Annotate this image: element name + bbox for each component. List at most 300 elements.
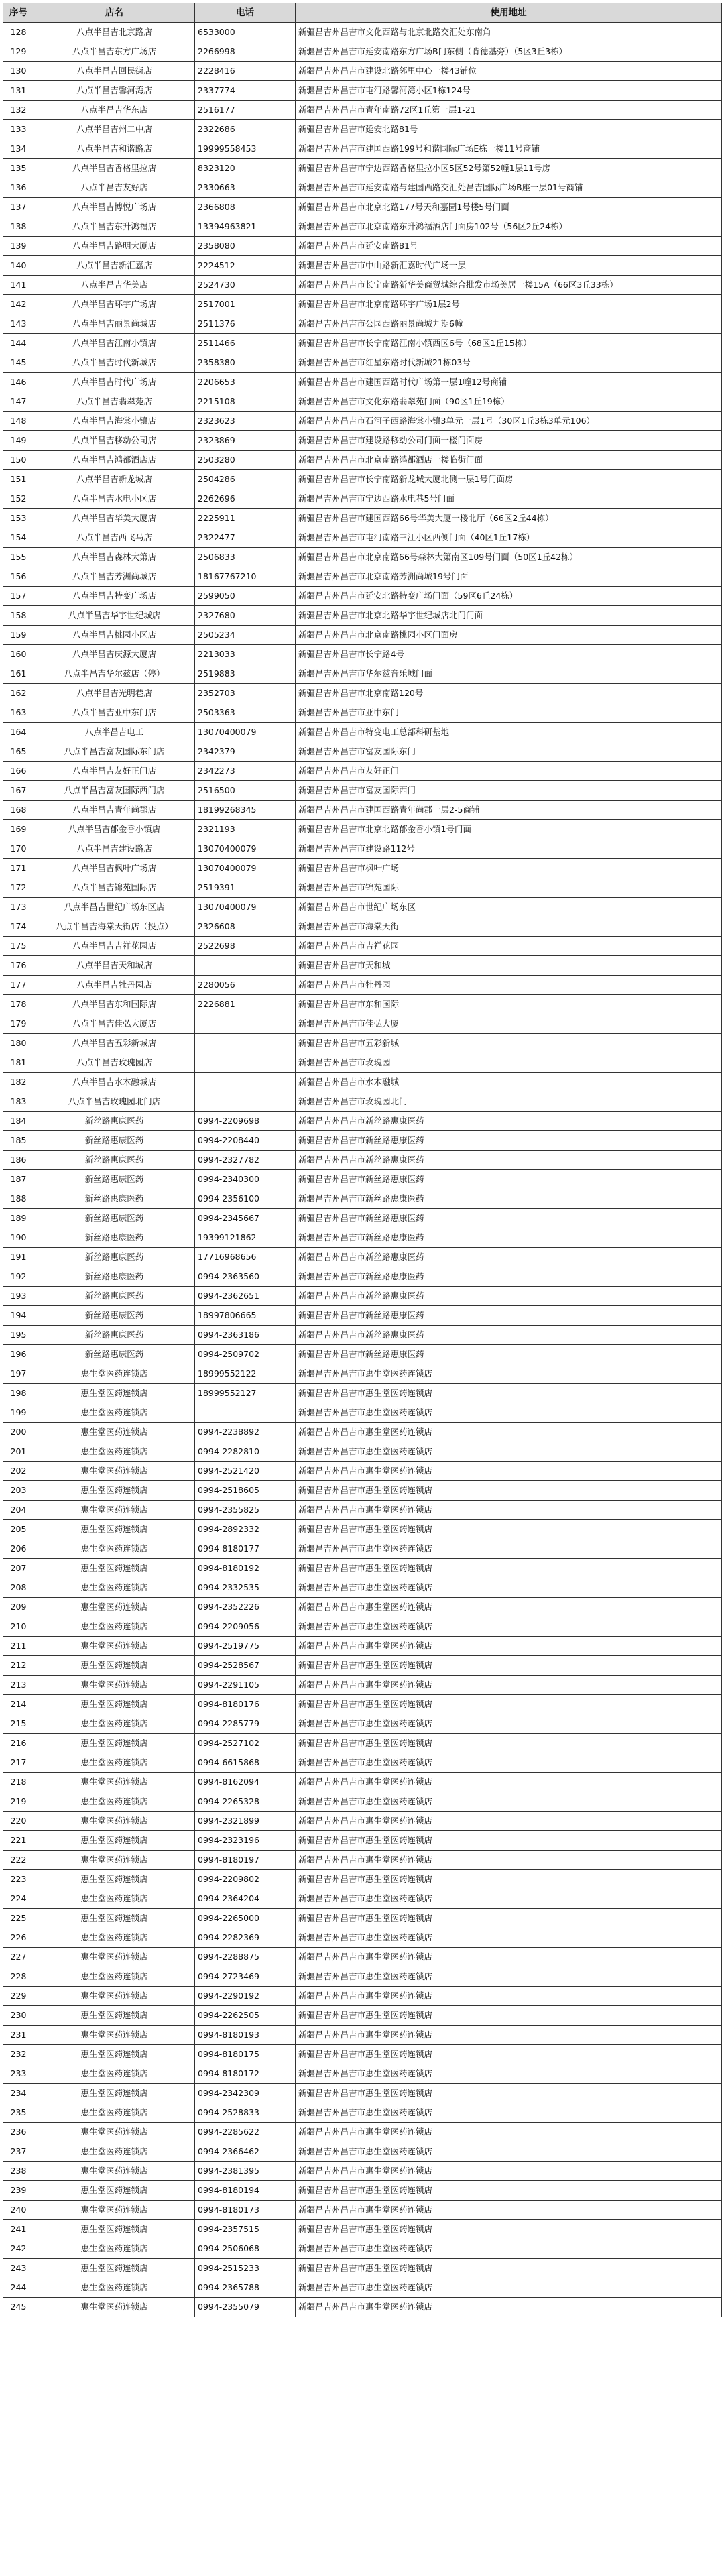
table-row [3,1812,722,1831]
cell-phone: 19399121862 [195,1228,296,1248]
cell-phone: 0994-2527102 [195,1734,296,1753]
cell-store-name: 八点半昌吉丽景尚城店 [34,314,195,334]
cell-store-name: 惠生堂医药连锁店 [34,1889,195,1909]
cell-address: 新疆昌吉州昌吉市惠生堂医药连锁店 [296,1656,722,1676]
cell-phone: 13070400079 [195,859,296,878]
cell-store-name: 八点半昌吉富友国际西门店 [34,781,195,801]
cell-store-name: 八点半昌吉庆源大厦店 [34,645,195,664]
cell-address: 新疆昌吉州昌吉市长宁南路新华美商贸城综合批发市场美居一楼15A（66区3丘33栋） [296,276,722,295]
table-row [3,937,722,956]
cell-store-name: 新丝路惠康医药 [34,1287,195,1306]
cell-store-name: 惠生堂医药连锁店 [34,1870,195,1889]
table-row [3,2162,722,2181]
cell-phone: 0994-2363186 [195,1326,296,1345]
table-row [3,1559,722,1578]
table-row [3,684,722,703]
cell-address: 新疆昌吉州昌吉市红星东路时代新城21栋03号 [296,353,722,373]
table-row [3,2259,722,2278]
table-row [3,1870,722,1889]
cell-no: 140 [3,256,34,276]
table-row [3,2103,722,2123]
cell-phone: 2358380 [195,353,296,373]
cell-phone: 2226881 [195,995,296,1014]
cell-store-name: 惠生堂医药连锁店 [34,1714,195,1734]
cell-store-name: 八点半昌吉东升鸿福店 [34,217,195,237]
cell-no: 245 [3,2298,34,2317]
cell-phone: 0994-2355079 [195,2298,296,2317]
cell-address: 新疆昌吉州昌吉市惠生堂医药连锁店 [296,1870,722,1889]
table-row [3,295,722,314]
cell-address: 新疆昌吉州昌吉市延安北路特变广场门面（59区6丘24栋） [296,587,722,606]
cell-store-name: 惠生堂医药连锁店 [34,1501,195,1520]
cell-phone: 0994-2723469 [195,1967,296,1987]
cell-no: 166 [3,762,34,781]
table-row [3,334,722,353]
cell-address: 新疆昌吉州昌吉市长宁南路江南小镇西区6号（68区1丘15栋） [296,334,722,353]
cell-address: 新疆昌吉州昌吉市惠生堂医药连锁店 [296,1851,722,1870]
cell-address: 新疆昌吉州昌吉市惠生堂医药连锁店 [296,2084,722,2103]
cell-phone: 18999552122 [195,1364,296,1384]
cell-address: 新疆昌吉州昌吉市惠生堂医药连锁店 [296,1520,722,1539]
table-row [3,2220,722,2239]
cell-address: 新疆昌吉州昌吉市惠生堂医药连锁店 [296,1617,722,1637]
cell-store-name: 惠生堂医药连锁店 [34,1948,195,1967]
cell-store-name: 八点半昌吉馨河湾店 [34,81,195,101]
cell-phone: 2213033 [195,645,296,664]
cell-phone: 0994-2515233 [195,2259,296,2278]
cell-no: 158 [3,606,34,626]
cell-no: 241 [3,2220,34,2239]
cell-address: 新疆昌吉州昌吉市惠生堂医药连锁店 [296,1812,722,1831]
cell-store-name: 惠生堂医药连锁店 [34,2220,195,2239]
cell-store-name: 惠生堂医药连锁店 [34,2259,195,2278]
cell-phone: 2228416 [195,62,296,81]
cell-phone: 18199268345 [195,801,296,820]
cell-address: 新疆昌吉州昌吉市延安北路81号 [296,120,722,139]
cell-phone: 0994-2506068 [195,2239,296,2259]
cell-no: 164 [3,723,34,742]
cell-store-name: 八点半昌吉海棠天街店（投点） [34,917,195,937]
cell-no: 170 [3,839,34,859]
cell-address: 新疆昌吉州昌吉市富友国际东门 [296,742,722,762]
cell-no: 145 [3,353,34,373]
cell-phone: 2326608 [195,917,296,937]
cell-store-name: 惠生堂医药连锁店 [34,1695,195,1714]
cell-store-name: 八点半昌吉博悦广场店 [34,198,195,217]
cell-no: 233 [3,2064,34,2084]
cell-no: 244 [3,2278,34,2298]
table-row [3,2298,722,2317]
cell-store-name: 惠生堂医药连锁店 [34,1676,195,1695]
cell-phone: 19999558453 [195,139,296,159]
cell-no: 137 [3,198,34,217]
cell-no: 172 [3,878,34,898]
cell-phone: 18999552127 [195,1384,296,1403]
cell-store-name: 惠生堂医药连锁店 [34,1559,195,1578]
cell-phone: 17716968656 [195,1248,296,1267]
table-row [3,1773,722,1792]
cell-address: 新疆昌吉州昌吉市北京南路环宇广场1层2号 [296,295,722,314]
cell-address: 新疆昌吉州昌吉市水木融城 [296,1073,722,1092]
cell-no: 143 [3,314,34,334]
cell-no: 190 [3,1228,34,1248]
cell-store-name: 八点半昌吉建设路店 [34,839,195,859]
cell-no: 211 [3,1637,34,1656]
cell-phone: 0994-2282810 [195,1442,296,1462]
cell-address: 新疆昌吉州昌吉市北京南路桃园小区门面房 [296,626,722,645]
cell-address: 新疆昌吉州昌吉市新丝路惠康医药 [296,1228,722,1248]
cell-address: 新疆昌吉州昌吉市宁边西路水电巷5号门面 [296,489,722,509]
table-row [3,1889,722,1909]
table-row [3,1384,722,1403]
table-row [3,859,722,878]
table-row [3,1695,722,1714]
table-row [3,2201,722,2220]
table-row [3,820,722,839]
cell-address: 新疆昌吉州昌吉市惠生堂医药连锁店 [296,2259,722,2278]
cell-address: 新疆昌吉州昌吉市特变电工总部科研基地 [296,723,722,742]
table-row [3,81,722,101]
cell-phone: 2266998 [195,42,296,62]
cell-store-name: 惠生堂医药连锁店 [34,1423,195,1442]
table-row [3,1851,722,1870]
cell-store-name: 惠生堂医药连锁店 [34,2181,195,2201]
table-row [3,995,722,1014]
cell-address: 新疆昌吉州昌吉市建设路112号 [296,839,722,859]
table-row [3,1423,722,1442]
table-row [3,470,722,489]
cell-address: 新疆昌吉州昌吉市世纪广场东区 [296,898,722,917]
cell-address: 新疆昌吉州昌吉市宁边西路香格里拉小区5区52号第52幢1层11号房 [296,159,722,178]
cell-address: 新疆昌吉州昌吉市中山路新汇嘉时代广场一层 [296,256,722,276]
cell-phone: 2505234 [195,626,296,645]
cell-store-name: 八点半昌吉翡翠苑店 [34,392,195,412]
cell-address: 新疆昌吉州昌吉市惠生堂医药连锁店 [296,1423,722,1442]
cell-phone: 0994-6615868 [195,1753,296,1773]
table-row [3,2239,722,2259]
cell-phone: 2517001 [195,295,296,314]
cell-store-name: 新丝路惠康医药 [34,1151,195,1170]
cell-no: 228 [3,1967,34,1987]
header-phone: 电话 [195,3,296,23]
table-row [3,976,722,995]
table-row [3,1987,722,2006]
cell-phone: 0994-2321899 [195,1812,296,1831]
cell-store-name: 新丝路惠康医药 [34,1267,195,1287]
cell-store-name: 新丝路惠康医药 [34,1326,195,1345]
cell-phone: 0994-2288875 [195,1948,296,1967]
cell-address: 新疆昌吉州昌吉市新丝路惠康医药 [296,1151,722,1170]
cell-store-name: 惠生堂医药连锁店 [34,1481,195,1501]
cell-address: 新疆昌吉州昌吉市玫瑰园 [296,1053,722,1073]
cell-phone: 0994-2208440 [195,1131,296,1151]
cell-store-name: 惠生堂医药连锁店 [34,1442,195,1462]
table-row [3,1948,722,1967]
cell-phone: 0994-2519775 [195,1637,296,1656]
cell-phone: 0994-8180197 [195,1851,296,1870]
cell-no: 188 [3,1189,34,1209]
cell-address: 新疆昌吉州昌吉市新丝路惠康医药 [296,1248,722,1267]
cell-phone: 2504286 [195,470,296,489]
cell-store-name: 八点半昌吉移动公司店 [34,431,195,451]
table-row [3,1364,722,1384]
cell-no: 161 [3,664,34,684]
table-row [3,2064,722,2084]
cell-store-name: 八点半昌吉华尔兹店（停） [34,664,195,684]
cell-address: 新疆昌吉州昌吉市惠生堂医药连锁店 [296,2142,722,2162]
cell-phone: 0994-2355825 [195,1501,296,1520]
table-row [3,781,722,801]
cell-store-name: 惠生堂医药连锁店 [34,1520,195,1539]
table-row [3,587,722,606]
cell-store-name: 惠生堂医药连锁店 [34,2298,195,2317]
cell-no: 196 [3,1345,34,1364]
cell-phone: 2516177 [195,101,296,120]
table-row [3,42,722,62]
cell-phone: 0994-2285779 [195,1714,296,1734]
cell-store-name: 新丝路惠康医药 [34,1306,195,1326]
cell-no: 144 [3,334,34,353]
cell-no: 180 [3,1034,34,1053]
cell-no: 141 [3,276,34,295]
cell-store-name: 惠生堂医药连锁店 [34,1617,195,1637]
cell-no: 173 [3,898,34,917]
table-row [3,1734,722,1753]
cell-no: 214 [3,1695,34,1714]
cell-address: 新疆昌吉州昌吉市北京北路郁金香小镇1号门面 [296,820,722,839]
cell-store-name: 八点半昌吉玫瑰园店 [34,1053,195,1073]
cell-no: 177 [3,976,34,995]
table-row [3,606,722,626]
cell-address: 新疆昌吉州昌吉市北京北路华宇世纪城店北门门面 [296,606,722,626]
cell-address: 新疆昌吉州昌吉市建设路移动公司门面一楼门面房 [296,431,722,451]
cell-address: 新疆昌吉州昌吉市惠生堂医药连锁店 [296,1948,722,1967]
cell-no: 178 [3,995,34,1014]
cell-store-name: 惠生堂医药连锁店 [34,2239,195,2259]
cell-address: 新疆昌吉州昌吉市新丝路惠康医药 [296,1326,722,1345]
cell-no: 221 [3,1831,34,1851]
cell-no: 181 [3,1053,34,1073]
table-row [3,956,722,976]
table-row [3,353,722,373]
cell-address: 新疆昌吉州昌吉市华尔兹音乐城门面 [296,664,722,684]
table-row [3,567,722,587]
cell-phone: 0994-8180192 [195,1559,296,1578]
cell-phone: 0994-2364204 [195,1889,296,1909]
table-row [3,1792,722,1812]
cell-address: 新疆昌吉州昌吉市新丝路惠康医药 [296,1209,722,1228]
cell-address: 新疆昌吉州昌吉市惠生堂医药连锁店 [296,1442,722,1462]
cell-store-name: 新丝路惠康医药 [34,1131,195,1151]
cell-store-name: 惠生堂医药连锁店 [34,1851,195,1870]
cell-store-name: 惠生堂医药连锁店 [34,2045,195,2064]
cell-no: 174 [3,917,34,937]
cell-no: 186 [3,1151,34,1170]
cell-store-name: 八点半昌吉东方广场店 [34,42,195,62]
cell-phone: 0994-2342309 [195,2084,296,2103]
cell-no: 235 [3,2103,34,2123]
table-row [3,159,722,178]
cell-address: 新疆昌吉州昌吉市惠生堂医药连锁店 [296,1909,722,1928]
cell-no: 239 [3,2181,34,2201]
cell-store-name: 八点半昌吉青年尚郡店 [34,801,195,820]
cell-address: 新疆昌吉州昌吉市惠生堂医药连锁店 [296,2278,722,2298]
table-row [3,412,722,431]
cell-phone [195,1034,296,1053]
table-row [3,528,722,548]
cell-address: 新疆昌吉州昌吉市惠生堂医药连锁店 [296,2181,722,2201]
cell-phone: 0994-2356100 [195,1189,296,1209]
cell-no: 136 [3,178,34,198]
cell-no: 240 [3,2201,34,2220]
cell-no: 203 [3,1481,34,1501]
cell-store-name: 惠生堂医药连锁店 [34,1812,195,1831]
cell-store-name: 惠生堂医药连锁店 [34,1578,195,1598]
cell-phone: 0994-2209056 [195,1617,296,1637]
cell-store-name: 八点半昌吉华宇世纪城店 [34,606,195,626]
table-row [3,62,722,81]
table-row [3,1967,722,1987]
table-row [3,1637,722,1656]
cell-no: 198 [3,1384,34,1403]
cell-store-name: 八点半昌吉华美店 [34,276,195,295]
cell-phone: 2342379 [195,742,296,762]
cell-store-name: 八点半昌吉新龙城店 [34,470,195,489]
cell-phone: 0994-8180193 [195,2026,296,2045]
table-row [3,1306,722,1326]
cell-no: 210 [3,1617,34,1637]
cell-store-name: 惠生堂医药连锁店 [34,1909,195,1928]
cell-phone: 0994-2340300 [195,1170,296,1189]
cell-store-name: 惠生堂医药连锁店 [34,1831,195,1851]
cell-phone: 2524730 [195,276,296,295]
table-row [3,1578,722,1598]
cell-no: 162 [3,684,34,703]
table-row [3,1209,722,1228]
cell-no: 191 [3,1248,34,1267]
cell-no: 225 [3,1909,34,1928]
cell-address: 新疆昌吉州昌吉市延安南路东方广场B门东侧（肯德基旁）（5区3丘3栋） [296,42,722,62]
cell-store-name: 八点半昌吉光明巷店 [34,684,195,703]
cell-phone: 0994-2238892 [195,1423,296,1442]
cell-no: 226 [3,1928,34,1948]
cell-store-name: 八点半昌吉天和城店 [34,956,195,976]
cell-store-name: 八点半昌吉桃园小区店 [34,626,195,645]
cell-no: 230 [3,2006,34,2026]
cell-no: 155 [3,548,34,567]
cell-phone: 0994-2262505 [195,2006,296,2026]
cell-phone [195,1014,296,1034]
cell-phone [195,956,296,976]
cell-store-name: 八点半昌吉环宇广场店 [34,295,195,314]
cell-phone: 0994-2332535 [195,1578,296,1598]
table-row [3,839,722,859]
cell-store-name: 惠生堂医药连锁店 [34,2162,195,2181]
table-row [3,703,722,723]
cell-phone: 2358080 [195,237,296,256]
cell-no: 176 [3,956,34,976]
table-row [3,664,722,684]
cell-phone: 0994-2366462 [195,2142,296,2162]
cell-phone: 0994-2291105 [195,1676,296,1695]
cell-address: 新疆昌吉州昌吉市东和国际 [296,995,722,1014]
cell-phone: 13394963821 [195,217,296,237]
cell-no: 201 [3,1442,34,1462]
cell-address: 新疆昌吉州昌吉市惠生堂医药连锁店 [296,2123,722,2142]
table-row [3,1501,722,1520]
cell-address: 新疆昌吉州昌吉市惠生堂医药连锁店 [296,1462,722,1481]
cell-phone: 6533000 [195,23,296,42]
table-row [3,917,722,937]
table-row [3,1656,722,1676]
cell-phone: 2366808 [195,198,296,217]
cell-no: 217 [3,1753,34,1773]
table-row [3,237,722,256]
cell-no: 149 [3,431,34,451]
cell-store-name: 新丝路惠康医药 [34,1228,195,1248]
cell-address: 新疆昌吉州昌吉市惠生堂医药连锁店 [296,1928,722,1948]
table-row [3,451,722,470]
cell-phone: 0994-2290192 [195,1987,296,2006]
cell-store-name: 八点半昌吉富友国际东门店 [34,742,195,762]
table-row [3,1248,722,1267]
table-row [3,2006,722,2026]
table-row [3,898,722,917]
cell-phone: 2323623 [195,412,296,431]
cell-phone [195,1073,296,1092]
table-row [3,762,722,781]
cell-no: 139 [3,237,34,256]
cell-no: 206 [3,1539,34,1559]
cell-address: 新疆昌吉州昌吉市天和城 [296,956,722,976]
cell-store-name: 惠生堂医药连锁店 [34,1462,195,1481]
cell-no: 215 [3,1714,34,1734]
cell-store-name: 八点半昌吉电工 [34,723,195,742]
cell-address: 新疆昌吉州昌吉市惠生堂医药连锁店 [296,2220,722,2239]
cell-store-name: 惠生堂医药连锁店 [34,1773,195,1792]
cell-store-name: 惠生堂医药连锁店 [34,1928,195,1948]
cell-no: 179 [3,1014,34,1034]
cell-no: 146 [3,373,34,392]
cell-no: 242 [3,2239,34,2259]
cell-phone: 2262696 [195,489,296,509]
cell-no: 222 [3,1851,34,1870]
cell-address: 新疆昌吉州昌吉市惠生堂医药连锁店 [296,1501,722,1520]
cell-no: 142 [3,295,34,314]
cell-phone: 0994-2528833 [195,2103,296,2123]
cell-phone: 2599050 [195,587,296,606]
cell-no: 152 [3,489,34,509]
table-row [3,2142,722,2162]
cell-store-name: 惠生堂医药连锁店 [34,1656,195,1676]
cell-no: 134 [3,139,34,159]
cell-phone: 2327680 [195,606,296,626]
cell-no: 160 [3,645,34,664]
cell-no: 159 [3,626,34,645]
table-row [3,392,722,412]
cell-no: 192 [3,1267,34,1287]
cell-phone: 0994-2209802 [195,1870,296,1889]
table-row [3,1189,722,1209]
cell-no: 205 [3,1520,34,1539]
cell-no: 147 [3,392,34,412]
cell-store-name: 八点半昌吉香格里拉店 [34,159,195,178]
table-row [3,1714,722,1734]
cell-phone: 2519391 [195,878,296,898]
cell-store-name: 八点半昌吉郁金香小镇店 [34,820,195,839]
cell-phone [195,1053,296,1073]
cell-phone: 0994-8162094 [195,1773,296,1792]
